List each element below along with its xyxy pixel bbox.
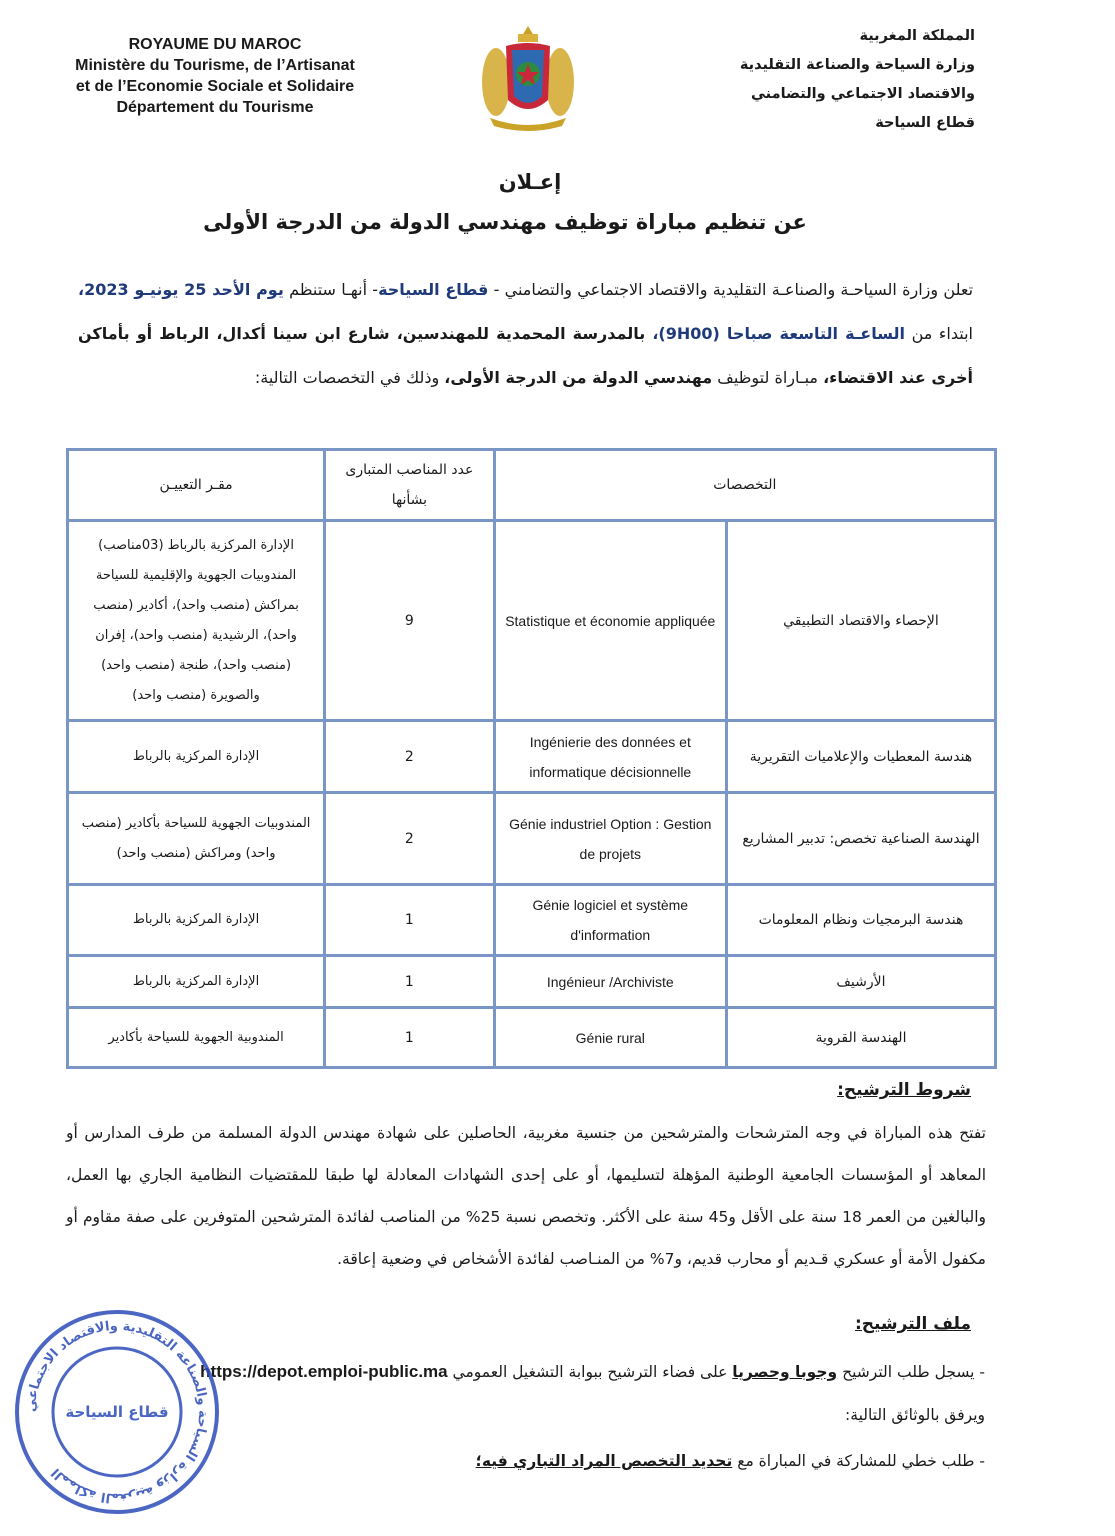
announcement-subtitle: عن تنظيم مباراة توظيف مهندسي الدولة من الدرجة الأولى: [203, 210, 807, 234]
application-emphasis: تحديد التخصص المراد التباري فيه؛: [475, 1452, 733, 1470]
official-stamp-icon: [10, 1305, 225, 1520]
specialty-ar: الإحصاء والاقتصاد التطبيقي: [726, 521, 995, 721]
intro-text: تعلن وزارة السياحـة والصناعـة التقليدية والاقتصاد الاجتماعي والتضامني -: [488, 280, 974, 299]
header-ar-line: قطاع السياحة: [875, 115, 975, 131]
application-line-2: ويرفق بالوثائق التالية:: [845, 1406, 985, 1424]
announcement-title: إعـلان: [498, 170, 562, 194]
intro-sector: قطاع السياحة: [378, 280, 489, 299]
table-row: [68, 793, 996, 885]
conditions-paragraph: تفتح هذه المباراة في وجه المترشحات والمترشحين من جنسية مغربية، الحاصلين على شهادة مهندس الدولة المسلمة من طرف المدارس أو المعاهد أو المؤسسات الجامعية الوطنية المؤهلة لتسليمها، أو على إحدى الشهادات المعادلة لها طبقا للمقتضيات النظامية الجاري بها العمل، والبالغين من العمر 18 سنة على الأقل و45 سنة على الأكثر. وتخصص نسبة 25% من المناصب لفائدة المترشحين المتوفرين على صفة مقاوم أو مكفول الأمة أو عسكري قـديم أو محارب قديم، و7% من المنـاصب لفائدة الأشخاص في وضعية إعاقة.: [66, 1124, 986, 1268]
table-row: [68, 956, 996, 1008]
intro-grade: مهندسي الدولة من الدرجة الأولى،: [444, 368, 713, 387]
header-location: مقـر التعييـن: [68, 450, 325, 521]
specialty-fr: Génie rural: [494, 1008, 726, 1068]
royal-emblem-icon: [478, 22, 578, 134]
intro-text: ابتداء من: [904, 324, 974, 343]
assignment-location: الإدارة المركزية بالرباط: [68, 956, 325, 1008]
table-row: [68, 521, 996, 721]
stamp-center-text: قطاع السياحة: [65, 1403, 169, 1421]
assignment-location: الإدارة المركزية بالرباط (03مناصب) المندوبيات الجهوية والإقليمية للسياحة بمراكش (منصب واحد)، أكادير (منصب واحد)، الرشيدية (منصب واحد)، إفران (منصب واحد)، طنجة (منصب واحد) والصويرة (منصب واحد): [68, 521, 325, 721]
post-count: 1: [325, 885, 494, 956]
portal-link[interactable]: https://depot.emploi-public.ma: [200, 1362, 448, 1381]
table-row: [68, 885, 996, 956]
intro-text: - أنهـا ستنظم: [283, 280, 379, 299]
header-arabic: [695, 22, 975, 138]
header-fr-line: Ministère du Tourisme, de l’Artisanat: [75, 57, 355, 74]
specialty-fr: Génie logiciel et système d'information: [494, 885, 726, 956]
application-text: على فضاء الترشيح ببوابة التشغيل العمومي: [447, 1363, 733, 1381]
specialty-ar: الهندسة الصناعية تخصص: تدبير المشاريع: [726, 793, 995, 885]
table-row: [68, 1008, 996, 1068]
specialty-ar: هندسة المعطيات والإعلاميات التقريرية: [726, 721, 995, 793]
header-count: عدد المناصب المتبارى بشأنها: [325, 450, 494, 521]
application-text: - يسجل طلب الترشيح: [837, 1363, 985, 1381]
conditions-heading: شروط الترشيح:: [837, 1080, 971, 1100]
post-count: 2: [325, 721, 494, 793]
header-ar-line: المملكة المغربية: [859, 28, 975, 44]
specialty-ar: هندسة البرمجيات ونظام المعلومات: [726, 885, 995, 956]
assignment-location: الإدارة المركزية بالرباط: [68, 885, 325, 956]
application-text: - طلب خطي للمشاركة في المباراة مع: [732, 1452, 985, 1470]
post-count: 9: [325, 521, 494, 721]
intro-text: مبـاراة لتوظيف: [712, 368, 824, 387]
stamp-ring-text: المملكة المغربية وزارة السياحة والصناعة التقليدية والاقتصاد الاجتماعي: [23, 1318, 211, 1506]
assignment-location: المندوبية الجهوية للسياحة بأكادير: [68, 1008, 325, 1068]
post-count: 2: [325, 793, 494, 885]
specialty-fr: Statistique et économie appliquée: [494, 521, 726, 721]
specialties-table: [66, 448, 997, 1069]
header-ar-line: والاقتصاد الاجتماعي والتضامني: [751, 86, 975, 102]
intro-place: بالمدرسة المحمدية للمهندسين، شارع ابن سينا أكدال، الرباط أو بأماكن أخرى عند الاقتضاء،: [78, 324, 973, 387]
post-count: 1: [325, 956, 494, 1008]
post-count: 1: [325, 1008, 494, 1068]
specialty-fr: Ingénierie des données et informatique décisionnelle: [494, 721, 726, 793]
header-specialty: التخصصات: [494, 450, 995, 521]
header-ar-line: وزارة السياحة والصناعة التقليدية: [739, 57, 975, 73]
specialty-ar: الهندسة القروية: [726, 1008, 995, 1068]
assignment-location: المندوبيات الجهوية للسياحة بأكادير (منصب واحد) ومراكش (منصب واحد): [68, 793, 325, 885]
table-row: [68, 721, 996, 793]
intro-time: الساعـة التاسعة صباحا (9H00)،: [652, 324, 905, 343]
application-emphasis: وجوبا وحصريا: [732, 1363, 838, 1381]
header-french: [40, 34, 390, 118]
header-fr-line: et de l’Economie Sociale et Solidaire: [75, 78, 355, 95]
header-fr-line: ROYAUME DU MAROC: [128, 36, 302, 53]
header-fr-line: Département du Tourisme: [116, 99, 314, 116]
application-file-heading: ملف الترشيح:: [854, 1314, 971, 1334]
intro-text: وذلك في التخصصات التالية:: [254, 368, 445, 387]
intro-date: يوم الأحد 25 يونيـو 2023،: [78, 280, 284, 299]
intro-paragraph: [78, 268, 973, 400]
specialty-fr: Génie industriel Option : Gestion de projets: [494, 793, 726, 885]
specialty-fr: Ingénieur /Archiviste: [494, 956, 726, 1008]
table-header-row: [68, 450, 996, 521]
assignment-location: الإدارة المركزية بالرباط: [68, 721, 325, 793]
specialty-ar: الأرشيف: [726, 956, 995, 1008]
